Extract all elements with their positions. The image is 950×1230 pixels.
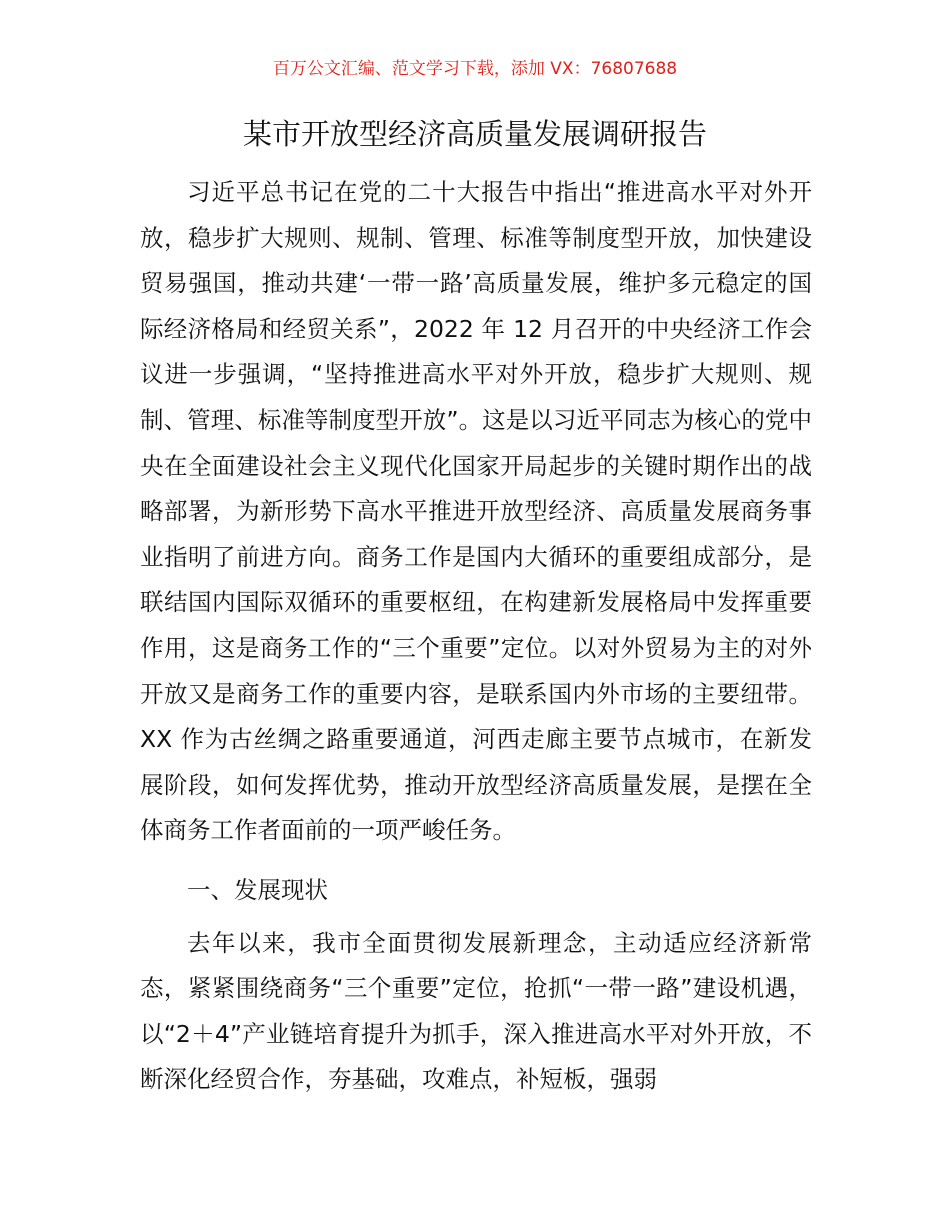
document-body: [140, 170, 812, 1103]
section-heading: 一、发展现状: [187, 875, 328, 904]
section-paragraph: 去年以来，我市全面贯彻发展新理念，主动适应经济新常态，紧紧围绕商务“三个重要”定位，抢抓“一带一路”建设机遇，以“2＋4”产业链培育提升为抓手，深入推进高水平对外开放，不断深化经贸合作，夯基础，攻难点，补短板，强弱: [140, 928, 812, 1094]
document-title: 某市开放型经济高质量发展调研报告: [242, 117, 707, 151]
paragraph-gap: [140, 854, 812, 861]
header-watermark-note: 百万公文汇编、范文学习下载，添加 VX：76807688: [272, 59, 678, 79]
intro-paragraph: 习近平总书记在党的二十大报告中指出“推进高水平对外开放，稳步扩大规则、规制、管理、标准等制度型开放，加快建设贸易强国，推动共建‘一带一路’高质量发展，维护多元稳定的国际经济格局和经贸关系”，2022 年 12 月召开的中央经济工作会议进一步强调，“坚持推进高水平对外开放，稳步扩大规则、规制、管理、标准等制度型开放”。这是以习近平同志为核心的党中央在全面建设社会主义现代化国家开局起步的关键时期作出的战略部署，为新形势下高水平推进开放型经济、高质量发展商务事业指明了前进方向。商务工作是国内大循环的重要组成部分，是联结国内国际双循环的重要枢纽，在构建新发展格局中发挥重要作用，这是商务工作的“三个重要”定位。以对外贸易为主的对外开放又是商务工作的重要内容，是联系国内外市场的主要纽带。XX 作为古丝绸之路重要通道，河西走廊主要节点城市，在新发展阶段，如何发挥优势，推动开放型经济高质量发展，是摆在全体商务工作者面前的一项严峻任务。: [140, 178, 812, 845]
